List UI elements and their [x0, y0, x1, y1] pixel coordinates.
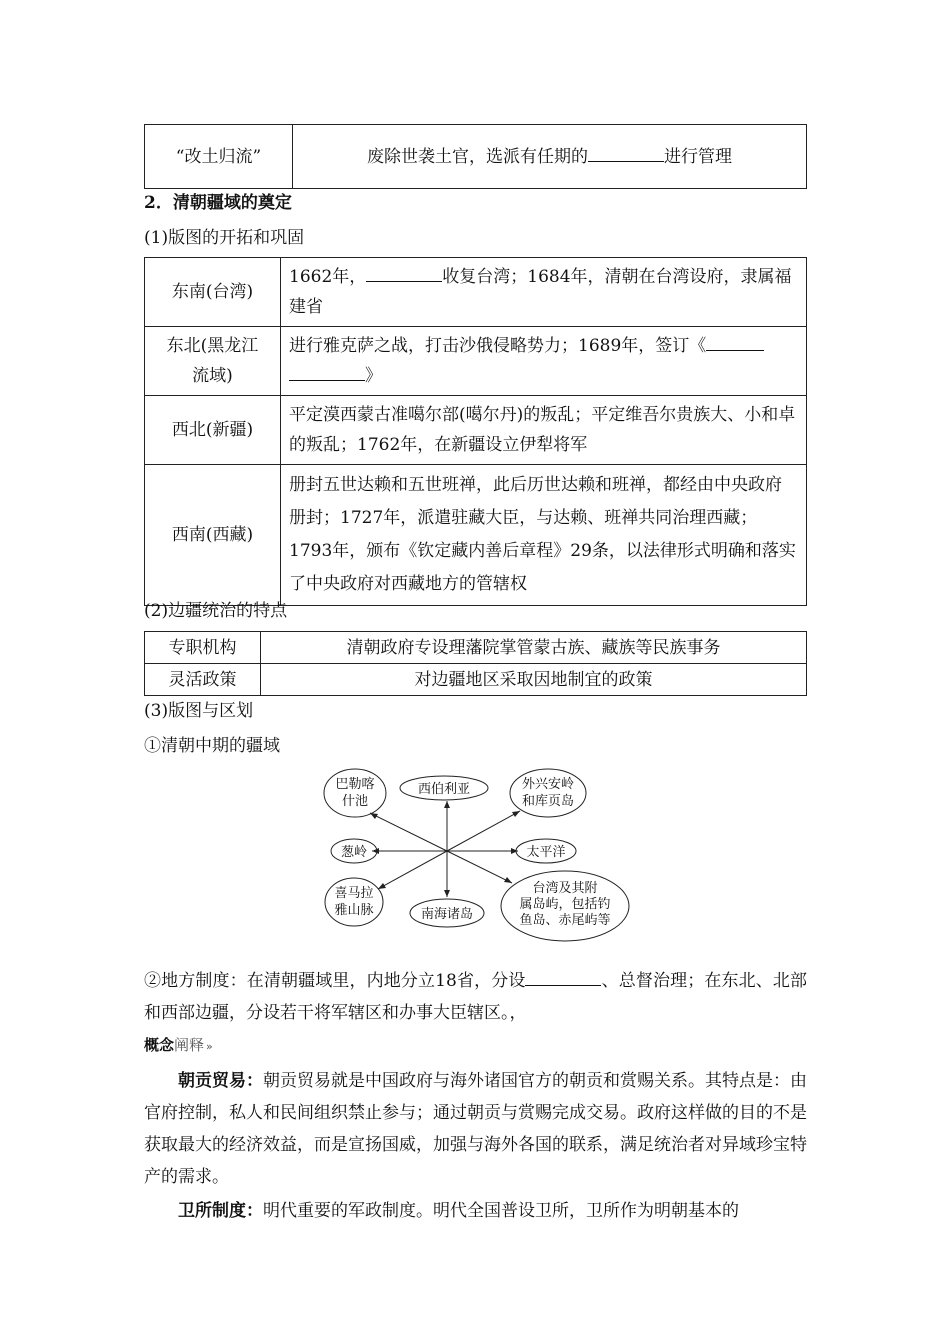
region-cell: 东北(黑龙江流域)	[145, 327, 281, 396]
arrow-nw	[370, 813, 447, 851]
arrowhead-nw	[370, 813, 378, 819]
arrowhead-s	[444, 890, 450, 897]
label-ne-1: 外兴安岭	[521, 777, 575, 792]
answer-blank[interactable]	[366, 265, 442, 282]
table-row	[145, 664, 807, 696]
subsection-title-3: (3)版图与区划	[144, 701, 254, 721]
territory-diagram	[320, 765, 630, 945]
concept-header: 概念阐释 »	[144, 1036, 213, 1054]
arrowhead-se	[504, 877, 512, 883]
region-content: 册封五世达赖和五世班禅，此后历世达赖和班禅，都经由中央政府册封；1727年，派遣驻藏大臣，与达赖、班禅共同治理西藏；1793年，颁布《钦定藏内善后章程》29条，以法律形式明确和落实了中央政府对西藏地方的管辖权	[281, 465, 807, 606]
label-ne-2: 和库页岛	[521, 794, 575, 809]
concept-paragraph-1: 朝贡贸易：朝贡贸易就是中国政府与海外诸国官方的朝贡和赏赐关系。其特点是：由官府控制，私人和民间组织禁止参与；通过朝贡与赏赐完成交易。政府这样做的目的不是获取最大的经济效益，而是宣扬国威，加强与海外各国的联系，满足统治者对异域珍宝特产的需求。	[144, 1071, 807, 1187]
arrowhead-w	[372, 848, 379, 854]
label-sw-2: 雅山脉	[334, 903, 374, 918]
item-2: ②地方制度：在清朝疆域里，内地分立18省，分设 、总督治理；在东北、北部和西部边疆，分设若干将军辖区和办事大臣辖区。，	[144, 971, 807, 1023]
table-row	[145, 327, 807, 396]
subsection-title-2: (2)边疆统治的特点	[144, 601, 288, 621]
label-nw-1: 巴勒喀	[335, 777, 375, 792]
gaitu-table	[144, 124, 807, 189]
feature-content: 清朝政府专设理藩院掌管蒙古族、藏族等民族事务	[261, 632, 807, 664]
gaitu-label: “改土归流”	[145, 125, 293, 189]
arrow-sw	[378, 851, 447, 889]
double-chevron-down-icon: »	[206, 1040, 213, 1053]
region-cell: 东南(台湾)	[145, 258, 281, 327]
section-title: 2．清朝疆域的奠定	[144, 193, 292, 213]
answer-blank[interactable]	[525, 969, 601, 986]
item-1: ①清朝中期的疆域	[144, 736, 280, 756]
label-sw-1: 喜马拉	[334, 886, 374, 901]
gaitu-content: 废除世袭土官，选派有任期的 进行管理	[293, 125, 807, 189]
answer-blank[interactable]	[588, 145, 664, 162]
label-w: 葱岭	[340, 845, 368, 860]
region-cell: 西北(新疆)	[145, 396, 281, 465]
label-s: 南海诸岛	[420, 907, 474, 922]
arrowhead-n	[444, 801, 450, 808]
answer-blank[interactable]	[706, 334, 764, 351]
arrow-se	[447, 851, 512, 883]
label-n: 西伯利亚	[417, 782, 471, 797]
label-se-2: 属岛屿，包括钓	[519, 897, 611, 912]
label-se-1: 台湾及其附	[532, 881, 598, 896]
feature-content: 对边疆地区采取因地制宜的政策	[261, 664, 807, 696]
region-content: 进行雅克萨之战，打击沙俄侵略势力；1689年，签订《 》	[281, 327, 807, 396]
feature-label: 专职机构	[145, 632, 261, 664]
features-table	[144, 631, 807, 696]
table-row	[145, 632, 807, 664]
arrow-ne	[447, 811, 520, 851]
subsection-title-1: (1)版图的开拓和巩固	[144, 228, 305, 248]
region-content: 1662年， 收复台湾；1684年，清朝在台湾设府，隶属福建省	[281, 258, 807, 327]
concept-paragraph-2: 卫所制度：明代重要的军政制度。明代全国普设卫所，卫所作为明朝基本的	[178, 1201, 739, 1221]
table-row	[145, 396, 807, 465]
territory-table	[144, 257, 807, 606]
answer-blank[interactable]	[289, 364, 365, 381]
label-se-3: 鱼岛、赤尾屿等	[519, 913, 611, 928]
table-row	[145, 258, 807, 327]
feature-label: 灵活政策	[145, 664, 261, 696]
region-cell: 西南(西藏)	[145, 465, 281, 606]
table-row	[145, 465, 807, 606]
arrowhead-ne	[512, 811, 520, 817]
arrowhead-sw	[378, 883, 386, 889]
label-e: 太平洋	[526, 845, 566, 860]
region-content: 平定漠西蒙古准噶尔部(噶尔丹)的叛乱；平定维吾尔贵族大、小和卓的叛乱；1762年，在新疆设立伊犁将军	[281, 396, 807, 465]
label-nw-2: 什池	[341, 794, 369, 809]
